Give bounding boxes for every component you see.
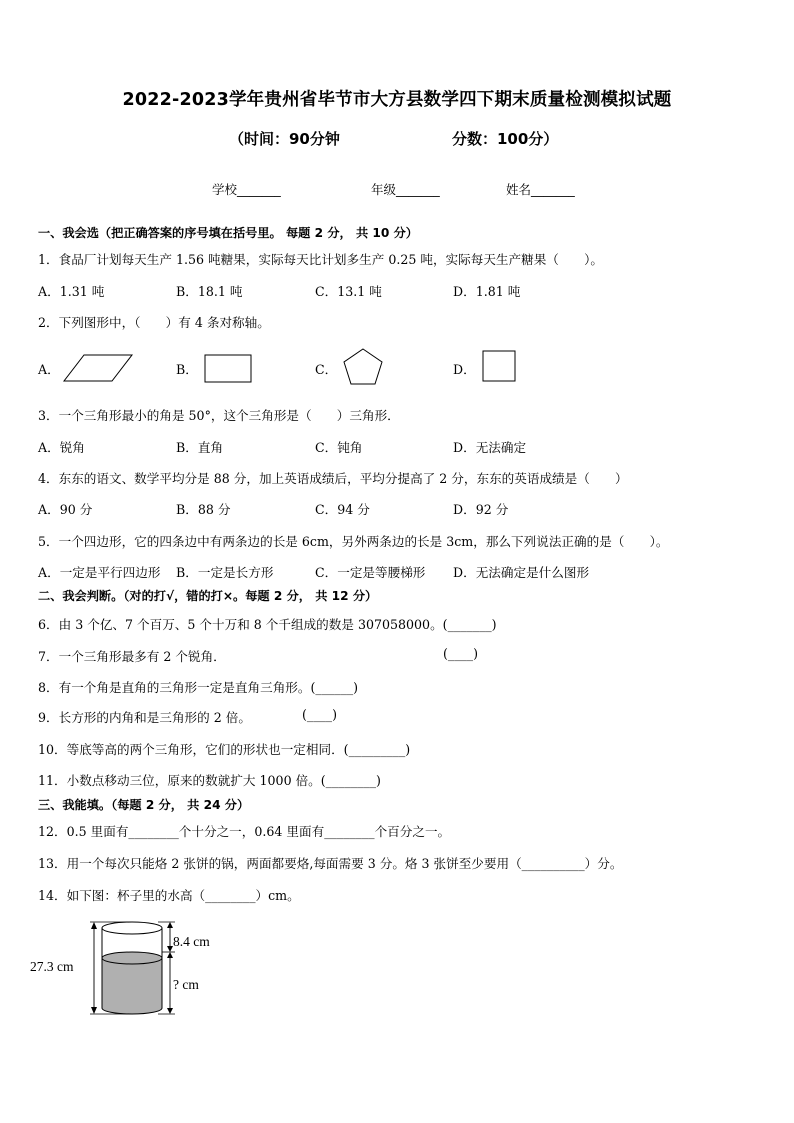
q5-option-a: A．一定是平行四边形 (38, 565, 161, 580)
pentagon-shape (341, 347, 385, 387)
question-3: 3．一个三角形最小的角是 50°，这个三角形是（ ）三角形． (38, 408, 400, 423)
q2-option-c: C． (315, 362, 338, 377)
exam-time: （时间：90分钟 (229, 130, 340, 148)
section-heading-fill: 三、我能填。（每题 2 分， 共 24 分） (38, 798, 250, 812)
page-title: 2022-2023学年贵州省毕节市大方县数学四下期末质量检测模拟试题 (122, 90, 672, 110)
q4-option-d: D．92 分 (453, 502, 509, 517)
school-field: 学校_______ (212, 182, 281, 197)
square-shape (481, 349, 519, 385)
q1-option-d: D．1.81 吨 (453, 284, 521, 299)
question-1: 1．食品厂计划每天生产 1.56 吨糖果，实际每天比计划多生产 0.25 吨，实际每天生产糖果（ ）。 (38, 252, 603, 267)
q4-option-b: B．88 分 (176, 502, 231, 517)
grade-field: 年级_______ (371, 182, 440, 197)
q3-option-c: C．钝角 (315, 440, 363, 455)
q1-option-b: B．18.1 吨 (176, 284, 243, 299)
section-heading-judge: 二、我会判断。（对的打√，错的打×。每题 2 分， 共 12 分） (38, 589, 378, 603)
exam-score: 分数：100分） (452, 130, 559, 148)
q2-option-a: A． (38, 362, 60, 377)
q3-option-b: B．直角 (176, 440, 224, 455)
name-field: 姓名_______ (506, 182, 575, 197)
water-height-label: ? cm (173, 977, 199, 992)
question-13: 13．用一个每次只能烙 2 张饼的锅，两面都要烙,每面需要 3 分。烙 3 张饼至少要用（__________）分。 (38, 856, 623, 871)
question-2: 2．下列图形中，（ ）有 4 条对称轴。 (38, 315, 270, 330)
question-10: 10．等底等高的两个三角形，它们的形状也一定相同．(_________) (38, 742, 411, 757)
q5-option-b: B．一定是长方形 (176, 565, 274, 580)
question-12: 12．0.5 里面有________个十分之一，0.64 里面有________个百分之一。 (38, 824, 451, 839)
total-height-label: 27.3 cm (30, 959, 74, 974)
question-6: 6．由 3 个亿、7 个百万、5 个十万和 8 个千组成的数是 307058000。(_______) (38, 617, 497, 632)
q3-option-a: A．锐角 (38, 440, 85, 455)
top-height-label: 8.4 cm (173, 934, 210, 949)
q3-option-d: D．无法确定 (453, 440, 527, 455)
question-9: 9．长方形的内角和是三角形的 2 倍。 (38, 710, 251, 725)
question-7: 7．一个三角形最多有 2 个锐角． (38, 649, 226, 664)
q9-answer-blank: (____) (302, 707, 338, 722)
parallelogram-shape (62, 352, 134, 384)
section-heading-choice: 一、我会选（把正确答案的序号填在括号里。 每题 2 分， 共 10 分） (38, 226, 418, 240)
q1-option-a: A．1.31 吨 (38, 284, 105, 299)
q2-option-d: D． (453, 362, 476, 377)
q1-option-c: C．13.1 吨 (315, 284, 382, 299)
q7-answer-blank: (____) (443, 646, 479, 661)
question-14: 14．如下图：杯子里的水高（________）cm。 (38, 888, 300, 903)
q5-option-c: C．一定是等腰梯形 (315, 565, 426, 580)
q2-option-b: B． (176, 362, 198, 377)
q4-option-a: A．90 分 (38, 502, 93, 517)
water-cup-figure (30, 918, 230, 1028)
question-4: 4．东东的语文、数学平均分是 88 分，加上英语成绩后，平均分提高了 2 分，东东的英语成绩是（ ） (38, 471, 628, 486)
q5-option-d: D．无法确定是什么图形 (453, 565, 590, 580)
question-8: 8．有一个角是直角的三角形一定是直角三角形。(______) (38, 680, 359, 695)
rectangle-shape (203, 353, 255, 385)
q4-option-c: C．94 分 (315, 502, 370, 517)
water-surface (102, 952, 162, 964)
question-11: 11．小数点移动三位，原来的数就扩大 1000 倍。(________) (38, 773, 381, 788)
question-5: 5．一个四边形，它的四条边中有两条边的长是 6cm，另外两条边的长是 3cm，那么下列说法正确的是（ ）。 (38, 534, 669, 549)
cup-rim (102, 922, 162, 934)
